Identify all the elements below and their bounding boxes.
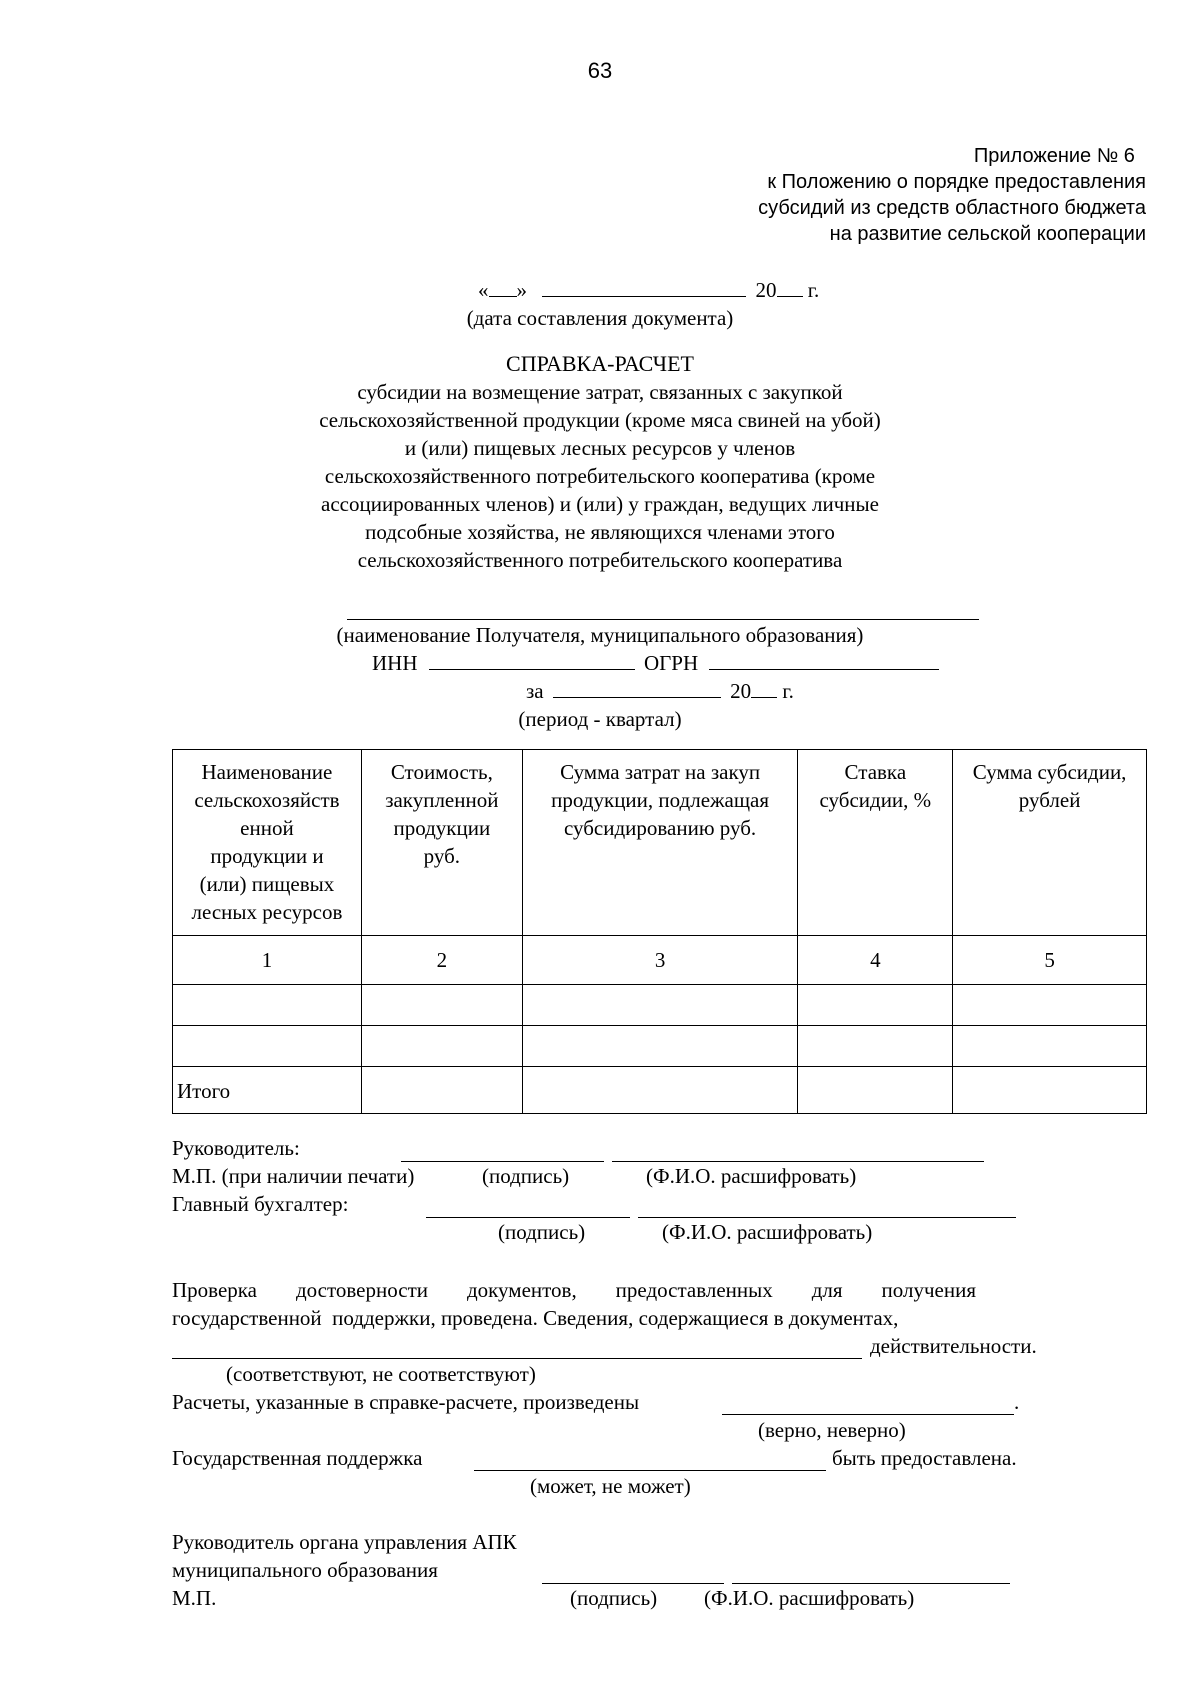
table-cell[interactable] <box>953 985 1147 1026</box>
verification-line-3-suffix: действительности. <box>870 1334 1037 1358</box>
head-signature-line[interactable] <box>401 1161 604 1162</box>
subsidy-table <box>172 749 1147 1114</box>
apk-signature-caption: (подпись) <box>570 1586 658 1610</box>
table-cell[interactable] <box>173 1026 362 1067</box>
appendix-line-4: на развитие сельской кооперации <box>829 223 1146 245</box>
apk-line-3: М.П. <box>172 1586 217 1610</box>
accountant-label: Главный бухгалтер: <box>172 1192 349 1216</box>
table-cell[interactable] <box>173 985 362 1026</box>
verification-line-1: Проверка достоверности документов, предоставленных для получения <box>172 1278 976 1302</box>
support-field[interactable] <box>474 1470 826 1471</box>
table-cell[interactable] <box>798 1026 953 1067</box>
title-line: подсобные хозяйства, не являющихся членами этого <box>365 520 835 544</box>
conformity-field[interactable] <box>172 1358 862 1359</box>
appendix-line-2: к Положению о порядке предоставления <box>767 171 1146 193</box>
inn-field[interactable] <box>429 669 635 670</box>
table-header-cell: Ставка субсидии, % <box>798 750 953 936</box>
title-line: сельскохозяйственной продукции (кроме мяса свиней на убой) <box>319 408 881 432</box>
head-name-caption: (Ф.И.О. расшифровать) <box>646 1164 857 1188</box>
table-header-cell: Сумма субсидии, рублей <box>953 750 1147 936</box>
table-cell[interactable] <box>361 1026 522 1067</box>
apk-signature-line[interactable] <box>542 1583 724 1584</box>
date-caption: (дата составления документа) <box>466 306 734 330</box>
apk-line-2: муниципального образования <box>172 1558 438 1582</box>
period-caption: (период - квартал) <box>518 707 682 731</box>
appendix-line-3: субсидий из средств областного бюджета <box>758 197 1146 219</box>
table-column-number-row <box>173 936 1147 985</box>
inn-ogrn-line: ИНН ОГРН <box>372 651 939 676</box>
column-number-cell: 3 <box>522 936 798 985</box>
accountant-name-caption: (Ф.И.О. расшифровать) <box>662 1220 873 1244</box>
column-number-cell: 4 <box>798 936 953 985</box>
verification-line-2: государственной поддержки, проведена. Сведения, содержащиеся в документах, <box>172 1306 899 1330</box>
head-signature-caption: (подпись) <box>482 1164 570 1188</box>
total-label-cell: Итого <box>173 1067 362 1114</box>
column-number-cell: 1 <box>173 936 362 985</box>
date-line: « » 20 г. <box>478 278 820 302</box>
calc-end: . <box>1014 1390 1020 1414</box>
table-cell[interactable] <box>798 985 953 1026</box>
period-field[interactable] <box>553 697 721 698</box>
title-line: ассоциированных членов) и (или) у граждан, ведущих личные <box>321 492 879 516</box>
ogrn-field[interactable] <box>709 669 939 670</box>
accountant-signature-line[interactable] <box>426 1217 630 1218</box>
table-cell[interactable] <box>798 1067 953 1114</box>
recipient-name-line[interactable] <box>347 619 979 620</box>
table-cell[interactable] <box>953 1026 1147 1067</box>
column-number-cell: 5 <box>953 936 1147 985</box>
support-text: Государственная поддержка <box>172 1446 423 1470</box>
table-header-cell: Стоимость, закупленной продукции руб. <box>361 750 522 936</box>
table-header-cell: Наименование сельскохозяйств енной продукции и (или) пищевых лесных ресурсов <box>173 750 362 936</box>
support-suffix: быть предоставлена. <box>832 1446 1017 1470</box>
head-name-line[interactable] <box>612 1161 984 1162</box>
table-cell[interactable] <box>522 985 798 1026</box>
title-line: и (или) пищевых лесных ресурсов у членов <box>404 436 796 460</box>
table-total-row <box>173 1067 1147 1114</box>
period-line: за 20 г. <box>526 679 794 703</box>
table-header-cell: Сумма затрат на закуп продукции, подлежащая субсидированию руб. <box>522 750 798 936</box>
conformity-caption: (соответствуют, не соответствуют) <box>226 1362 536 1386</box>
table-cell[interactable] <box>522 1067 798 1114</box>
table-row <box>173 985 1147 1026</box>
recipient-caption: (наименование Получателя, муниципального образования) <box>336 623 864 647</box>
title-line: субсидии на возмещение затрат, связанных с закупкой <box>357 380 843 404</box>
document-title: СПРАВКА-РАСЧЕТ <box>506 351 694 376</box>
title-line: сельскохозяйственного потребительского кооператива <box>357 548 843 572</box>
table-cell[interactable] <box>361 1067 522 1114</box>
page-number: 63 <box>587 58 613 83</box>
table-header-row <box>173 750 1147 936</box>
apk-line-1: Руководитель органа управления АПК <box>172 1530 517 1554</box>
apk-name-line[interactable] <box>732 1583 1010 1584</box>
table-cell[interactable] <box>522 1026 798 1067</box>
support-caption: (может, не может) <box>530 1474 691 1498</box>
calc-text: Расчеты, указанные в справке-расчете, произведены <box>172 1390 640 1414</box>
apk-name-caption: (Ф.И.О. расшифровать) <box>704 1586 915 1610</box>
calc-caption: (верно, неверно) <box>758 1418 906 1442</box>
calc-correctness-field[interactable] <box>722 1414 1014 1415</box>
table-cell[interactable] <box>361 985 522 1026</box>
head-label: Руководитель: <box>172 1136 300 1160</box>
accountant-name-line[interactable] <box>638 1217 1016 1218</box>
table-row <box>173 1026 1147 1067</box>
stamp-label: М.П. (при наличии печати) <box>172 1164 415 1188</box>
table-cell[interactable] <box>953 1067 1147 1114</box>
accountant-signature-caption: (подпись) <box>498 1220 586 1244</box>
column-number-cell: 2 <box>361 936 522 985</box>
appendix-line-1: Приложение № 6 <box>973 145 1135 167</box>
title-line: сельскохозяйственного потребительского кооператива (кроме <box>324 464 876 488</box>
